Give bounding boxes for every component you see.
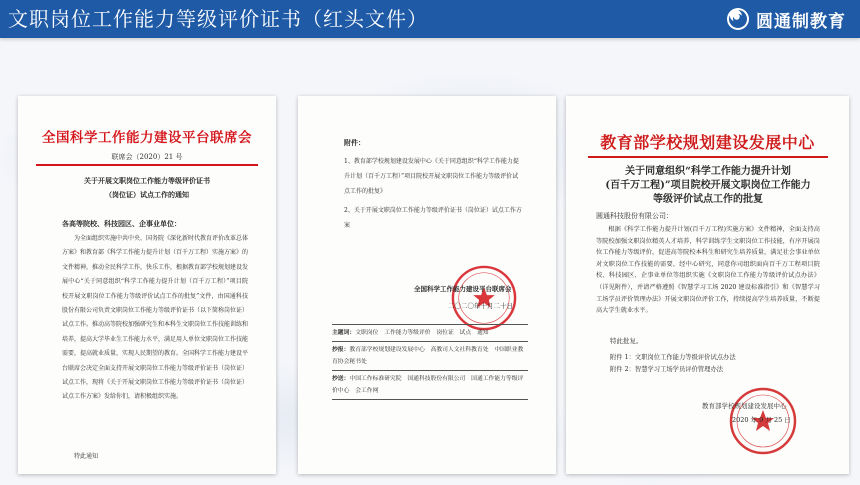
doc2-attachment-list	[344, 154, 522, 237]
brand	[726, 0, 846, 38]
doc1-salutation: 各高等院校、科技园区、企事业单位：	[62, 219, 181, 228]
doc2-cc-row: 抄送：中国工作标准研究院 国通科技股份有限公司 国通工作能力等级评价中心 会工作网	[332, 370, 528, 400]
doc3-red-rule	[588, 156, 828, 158]
approval-document	[566, 96, 849, 474]
swirl-logo-icon	[726, 7, 750, 31]
doc3-reply: 特此批复。	[610, 337, 643, 345]
list-item: 附件 1：文职岗位工作能力等级评价试点办法	[610, 354, 736, 361]
page-header	[0, 0, 860, 38]
doc2-cc-row: 抄报：教育部学校规划建设发展中心 高教司人文社科教育处 中国职业教育协会秘书处	[332, 341, 528, 370]
page-title: 文职岗位工作能力等级评价证书（红头文件）	[8, 7, 428, 31]
doc3-title: 关于同意组织“科学工作能力提升计划 (百千万工程)”项目院校开展文职岗位工作能力 等级评价试点工作的批复	[605, 166, 811, 205]
list-item: 附件 2：智慧学习工场学员评价管理办法	[610, 366, 724, 373]
attachment-document	[298, 96, 556, 474]
doc3-issuer: 教育部学校规划建设发展中心	[600, 133, 815, 152]
red-seal-icon	[450, 264, 518, 332]
doc3-addressee: 圆通科技股份有限公司：	[596, 212, 673, 220]
doc2-sign-org: 全国科学工作能力建设平台联席会	[414, 285, 512, 293]
doc3-body: 根据《科学工作能力提升计划(百千万工程)实施方案》文件精神，全面支持高等院校加强文职岗位精英人才培养，科学训练学生文职岗位工作技能，有序开展岗位工作能力等级评价，促进高等院校本科生和研究生培养质量，满足社会事业单位对文职岗位工作技能的需要，经中心研究，同意你司组织面向百千万工程项目院校、科技园区、企事业单位等组织实施《文职岗位工作能力等级评价试点办法》（详见附件），并请严格遵照《智慧学习工场 2020 建设标准指引》和《智慧学习工场学员评价管理办法》开展文职岗位评价工作，持续提高学生培养质量，不断提高大学生就业水平。	[596, 226, 820, 315]
notice-document	[18, 96, 276, 474]
doc3-sign-org: 教育部学校规划建设发展中心	[702, 402, 787, 410]
doc1-closing: 特此通知	[74, 453, 99, 460]
doc2-cc-row: 主题词：文职岗位 工作能力等级评价 岗位证 试点 通知	[332, 324, 528, 341]
doc3-sign-date: 2020 年 9 月 25 日	[732, 416, 791, 424]
doc2-cc-block	[332, 324, 528, 400]
doc2-attachment-label: 附件：	[344, 138, 365, 147]
doc2-sign-date: 二〇二〇年十月二十日	[448, 302, 513, 310]
doc1-red-rule	[36, 164, 258, 166]
doc3-attachments	[610, 352, 736, 376]
brand-name: 圆通制教育	[756, 11, 846, 32]
doc1-body: 为全面组织实施中共中央、国务院《深化新时代教育评价改革总体方案》和教育部《科学工作能力提升计划（百千万工程）实施方案》的文件精神，推动全民科学工作，快乐工作，根据教育部学校规划建设发展中心“关于同意组织“科学工作能力提升计划（百千万工程）”项目院校开展文职岗位工作能力等级评价试点工作的批复”文件，由国通科技股份有限公司负责文职岗位工作能力等级评价证书（以下简称岗位证）试点工作。推动高等院校加强研究生和本科生文职岗位工作技能训练和培养，提高大学毕业生工作能力水平，满足用人单位文职岗位工作技能需要，提高就业质量，实现人民期望的教育。全国科学工作能力建设平台联席会决定全面支持开展文职岗位工作能力等级评价证书（岗位证）试点工作，现将《关于开展文职岗位工作能力等级评价证书（岗位证）试点工作方案》发给你们，请积极组织实施。	[62, 235, 249, 401]
list-item: 2、关于开展文职岗位工作能力等级评价证书（岗位证）试点工作方案	[344, 207, 522, 229]
list-item: 1、教育部学校规划建设发展中心《关于同意组织“科学工作能力提升计划（百千万工程）”项目院校开展文职岗位工作能力等级评价试点工作的批复》	[344, 158, 519, 195]
doc1-title: 关于开展文职岗位工作能力等级评价证书 （岗位证）试点工作的通知	[84, 176, 210, 199]
doc1-issuer: 全国科学工作能力建设平台联席会	[42, 130, 252, 146]
doc1-number: 联席会（2020）21 号	[111, 153, 183, 161]
